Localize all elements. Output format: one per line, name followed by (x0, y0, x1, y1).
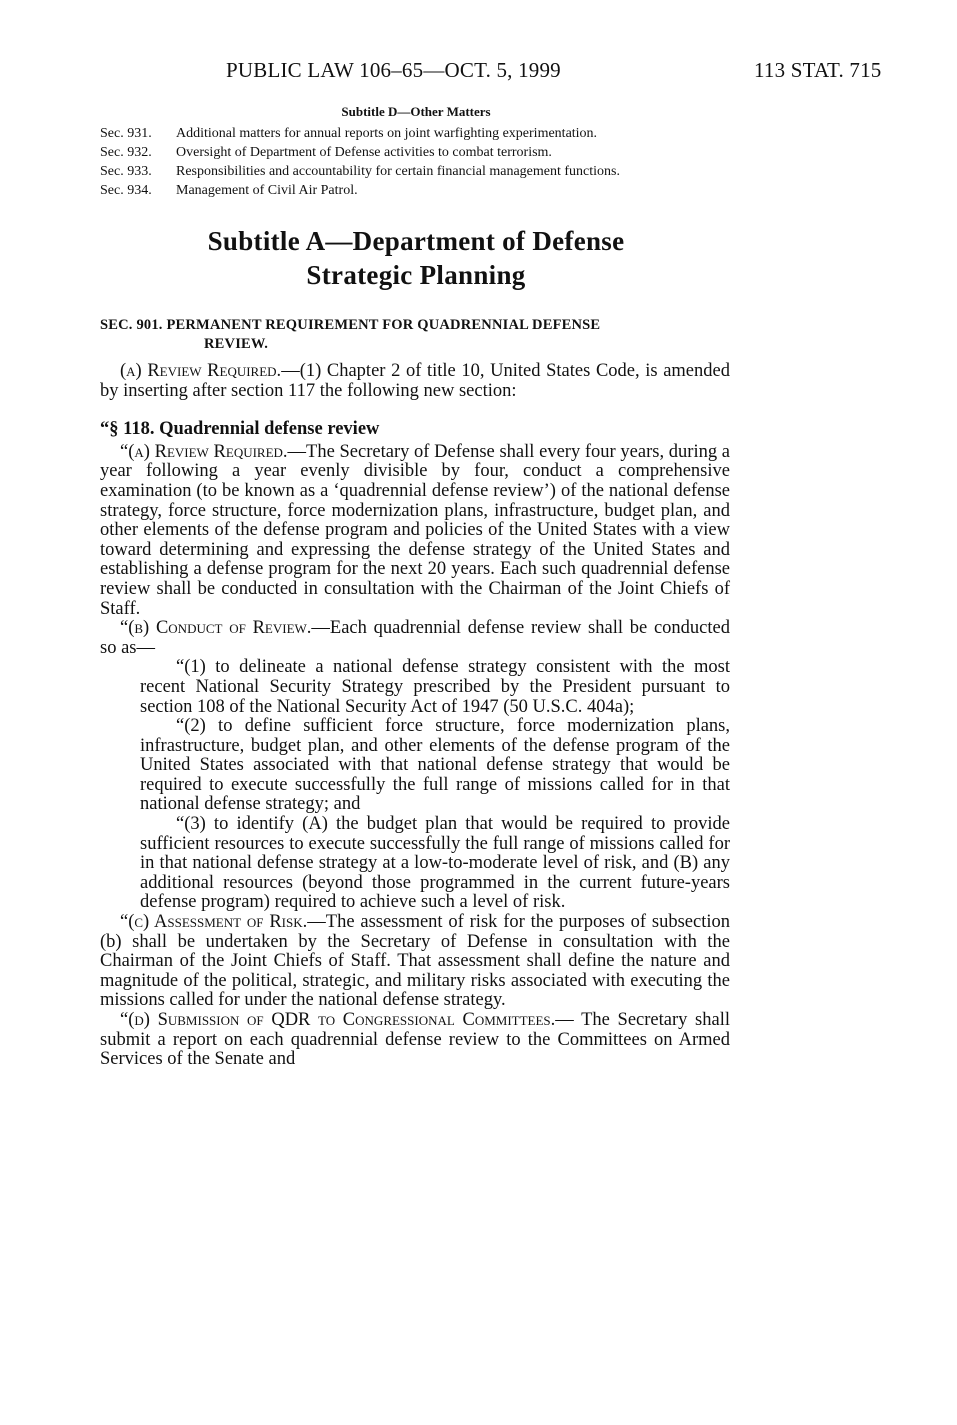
section-heading (100, 316, 730, 354)
subsection-b (100, 619, 730, 658)
subsection-b-item-2: “(2) to define sufficient force structure, force modernization plans, infrastructure, budget plan, and other elements of the defense program of the United States associated with that national defense strategy that would be required to execute successfully the full range of missions called for in that national defense strategy; and (140, 716, 730, 815)
toc-entry-number: Sec. 934. (100, 183, 152, 198)
toc-entry-text: Oversight of Department of Defense activities to combat terrorism. (176, 145, 552, 160)
section-heading-line-2: REVIEW. (204, 336, 269, 352)
subtitle-line-2: Strategic Planning (306, 260, 526, 290)
paragraph-a-text: —(1) Chapter 2 of title 10, United States Code, is amended by inserting after section 117 the following new section: (100, 361, 730, 401)
toc-entry-number: Sec. 931. (100, 126, 152, 141)
subsection-a-label: “(a) Review Required. (120, 441, 288, 462)
toc-subtitle-heading: Subtitle D—Other Matters (341, 104, 491, 119)
running-head: PUBLIC LAW 106–65—OCT. 5, 1999 (226, 58, 561, 82)
subtitle-line-1: Subtitle A—Department of Defense (207, 226, 625, 256)
new-section-title: “§ 118. Quadrennial defense review (100, 419, 380, 440)
toc-entry-text: Responsibilities and accountability for certain financial management functions. (176, 164, 620, 179)
subsection-b-item-3: “(3) to identify (A) the budget plan that would be required to provide sufficient resources to execute successfully the full range of missions called for in that national defense strategy at a low-to-moderate level of risk, and (B) any additional resources (beyond those programmed in the current future-years defense program) required to achieve such a level of risk. (140, 814, 730, 913)
subtitle-heading (100, 224, 732, 292)
subsection-a-text: —The Secretary of Defense shall every four years, during a year following a year evenly divisible by four, conduct a comprehensive examination (to be known as a ‘quadrennial defense review’) of the national defense strategy, force structure, force modernization plans, infrastructure, budget plan, and other elements of the defense program and policies of the United States with a view toward determining and expressing the defense strategy of the United States and establishing a defense program for the next 20 years. Each such quadrennial defense review shall be conducted in consultation with the Chairman of the Joint Chiefs of Staff. (100, 441, 730, 619)
toc-entry (100, 124, 740, 143)
subsection-c (100, 913, 730, 1011)
subsection-c-text: —The assessment of risk for the purposes of subsection (b) shall be undertaken by the Secretary of Defense in consultation with the Chairman of the Joint Chiefs of Staff. That assessment shall define the nature and magnitude of the political, strategic, and military risks associated with executing the missions called for under the national defense strategy. (100, 912, 731, 1011)
subsection-d-text: — The Secretary shall submit a report on each quadrennial defense review to the Committees on Armed Services of the Senate and (100, 1010, 730, 1070)
subsection-b-item-1: “(1) to delineate a national defense strategy consistent with the most recent National Security Strategy prescribed by the President pursuant to section 108 of the National Security Act of 1947 (50 U.S.C. 404a); (140, 657, 730, 717)
table-of-contents (100, 124, 740, 200)
statute-page-reference: 113 STAT. 715 (754, 58, 882, 82)
toc-entry (100, 143, 740, 162)
toc-entry (100, 181, 740, 200)
toc-entry-number: Sec. 933. (100, 164, 152, 179)
toc-entry-text: Additional matters for annual reports on joint warfighting experimentation. (176, 126, 598, 141)
toc-entry (100, 162, 740, 181)
subsection-c-label: “(c) Assessment of Risk. (120, 912, 308, 933)
section-heading-line-1: SEC. 901. PERMANENT REQUIREMENT FOR QUADRENNIAL DEFENSE (100, 317, 601, 333)
subsection-d-label: “(d) Submission of QDR to Congressional Committees. (120, 1010, 556, 1030)
toc-entry-number: Sec. 932. (100, 145, 152, 160)
subsection-d (100, 1011, 730, 1070)
toc-entry-text: Management of Civil Air Patrol. (176, 183, 358, 198)
paragraph-a-label: (a) Review Required. (120, 361, 282, 381)
section-body (100, 362, 730, 1070)
subsection-b-label: “(b) Conduct of Review. (120, 618, 312, 639)
paragraph-a (100, 362, 730, 401)
subsection-a (100, 443, 730, 619)
subsection-b-text: —Each quadrennial defense review shall be conducted so as— (100, 618, 730, 658)
